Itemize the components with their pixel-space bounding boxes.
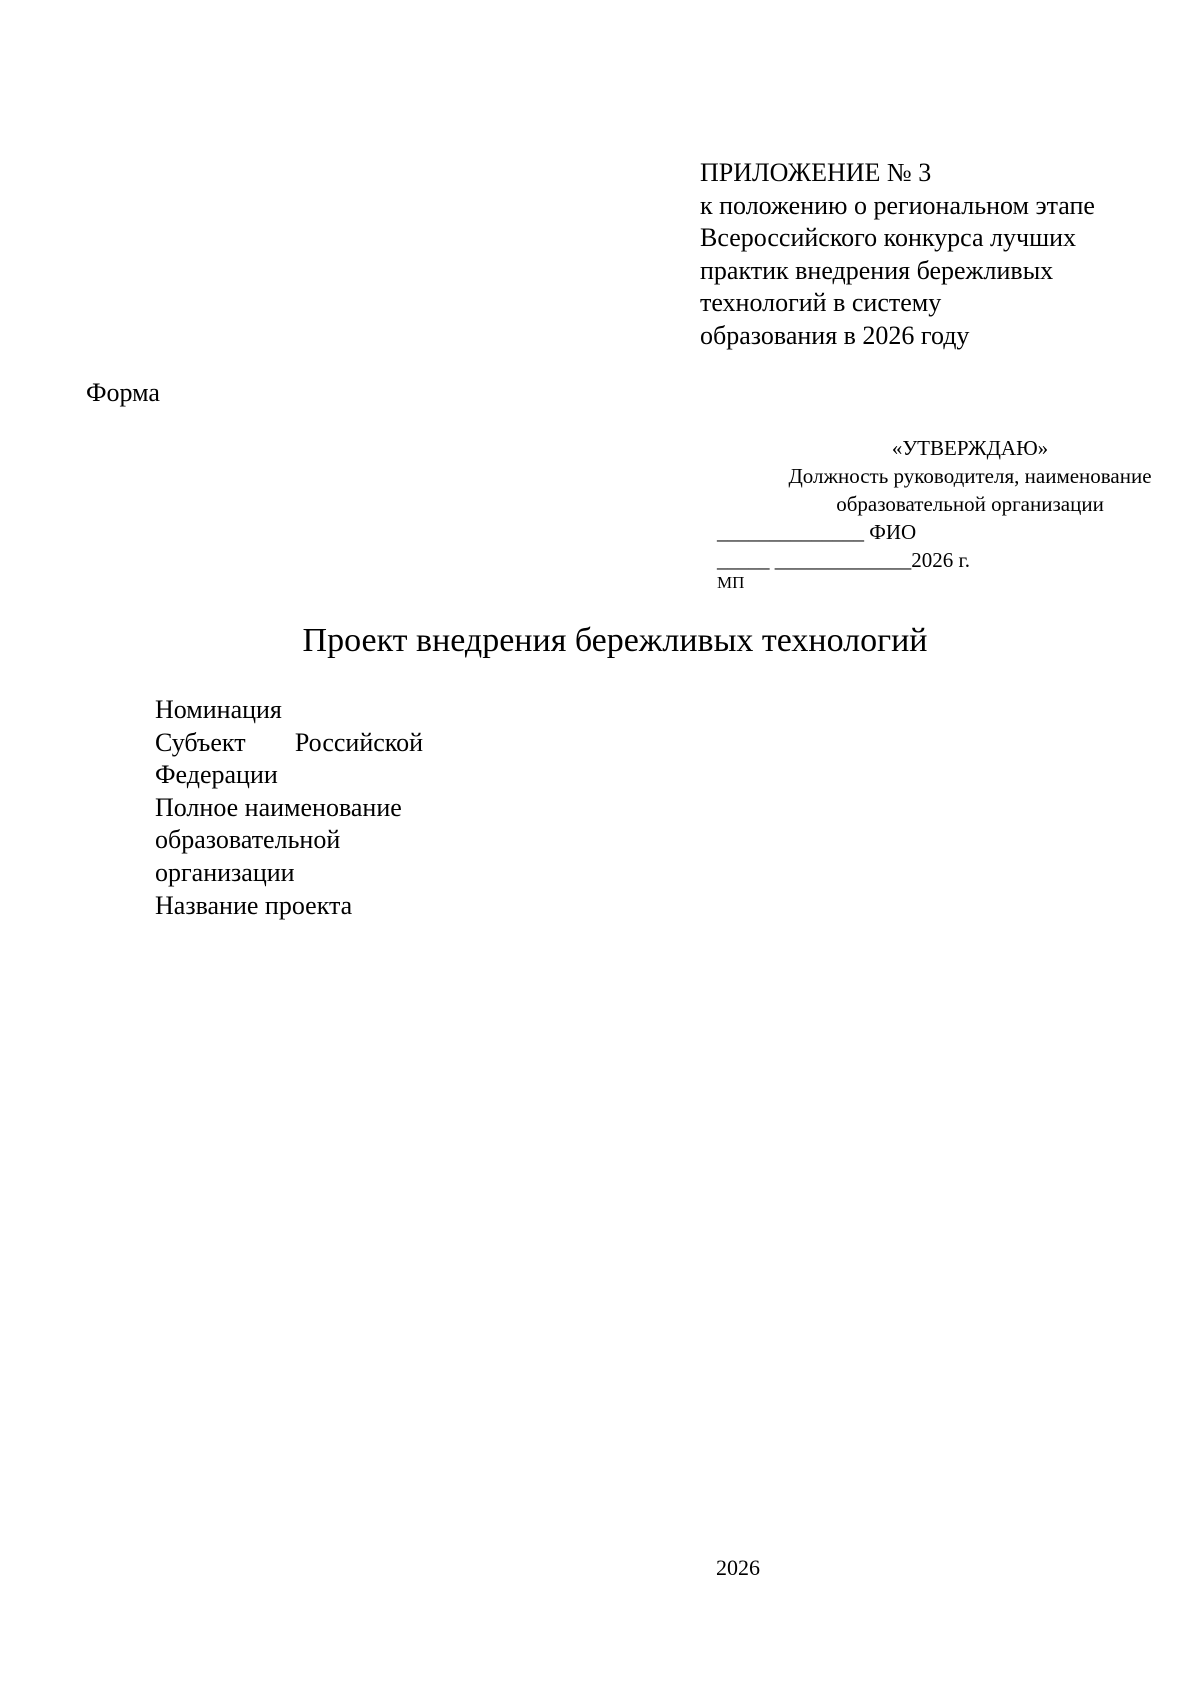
approval-org-line: образовательной организации (836, 492, 1104, 516)
field-subject (155, 727, 423, 760)
field-org-line2: образовательной (155, 825, 341, 855)
approval-heading: «УТВЕРЖДАЮ» (891, 436, 1049, 460)
appendix-line: технологий в систему (700, 288, 942, 318)
form-label: Форма (86, 378, 160, 407)
signature-line: ______________ ФИО (717, 520, 917, 544)
appendix-line: к положению о региональном этапе (700, 190, 1095, 220)
stamp-label: МП (717, 573, 745, 592)
project-fields (155, 694, 423, 922)
document-title: Проект внедрения бережливых технологий (302, 622, 928, 659)
footer-year: 2026 (716, 1555, 760, 1580)
field-org-line1: Полное наименование (155, 792, 402, 822)
appendix-header (700, 157, 1095, 353)
appendix-line: практик внедрения бережливых (700, 255, 1054, 285)
field-org-line3: организации (155, 857, 295, 887)
approval-position-line: Должность руководителя, наименование (788, 464, 1152, 488)
field-subject-line2: Федерации (155, 760, 278, 790)
field-subject-word: Субъект (155, 727, 246, 757)
date-line: _____ _____________2026 г. (717, 548, 970, 572)
field-nomination: Номинация (155, 695, 282, 724)
appendix-line: ПРИЛОЖЕНИЕ № 3 (700, 158, 932, 187)
appendix-line: образования в 2026 году (700, 320, 970, 350)
field-subject-word: Российской (294, 727, 423, 757)
appendix-line: Всероссийского конкурса лучших (700, 223, 1077, 253)
field-project-name: Название проекта (155, 890, 353, 920)
approval-block (700, 434, 1200, 592)
